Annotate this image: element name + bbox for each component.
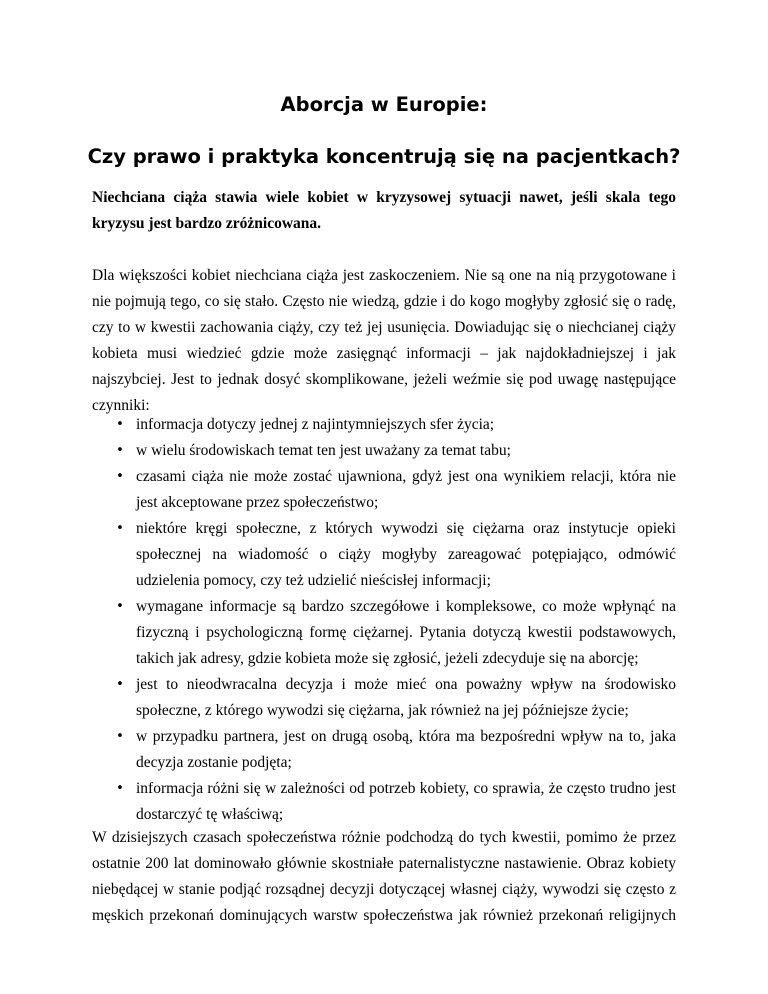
bullet-icon: • [116,599,124,614]
list-item-text: wymagane informacje są bardzo szczegółowe i kompleksowe, co może wpłynąć na fizyczną i psychologiczną formę ciężarnej. Pytania dotyczą kwestii podstawowych, takich jak adresy, gdzie kobieta może się zgłosić, jeżeli zdecyduje się na aborcję; [136,598,676,667]
bullet-icon: • [116,417,124,432]
lead-paragraph: Niechciana ciąża stawia wiele kobiet w kryzysowej sytuacji nawet, jeśli skala tego kryzysu jest bardzo zróżnicowana. [92,189,676,232]
list-item-text: niektóre kręgi społeczne, z których wywodzi się ciężarna oraz instytucje opieki społecznej na wiadomość o ciąży mogłyby zareagować potępiająco, odmówić udzielenia pomocy, czy też udzielić nieścisłej informacji; [136,520,676,589]
list-item-text: informacja różni się w zależności od potrzeb kobiety, co sprawia, że często trudno jest dostarczyć tę właściwą; [136,780,676,823]
bullet-icon: • [116,729,124,744]
factors-list [92,412,676,828]
list-item-text: w wielu środowiskach temat ten jest uważany za temat tabu; [136,442,511,459]
list-item [92,464,676,516]
document-title: Aborcja w Europie: [280,93,488,116]
bullet-icon: • [116,521,124,536]
intro-paragraph: Dla większości kobiet niechciana ciąża jest zaskoczeniem. Nie są one na nią przygotowane i nie pojmują tego, co się stało. Często nie wiedzą, gdzie i do kogo mogłyby zgłosić się o radę, czy to w kwestii zachowania ciąży, czy też jej usunięcia. Dowiadując się o niechcianej ciąży kobieta musi wiedzieć gdzie może zasięgnąć informacji – jak najdokładniejszej i jak najszybciej. Jest to jednak dosyć skomplikowane, jeżeli weźmie się pod uwagę następujące czynniki: [92,267,676,414]
list-item [92,672,676,724]
bullet-icon: • [116,677,124,692]
outro-paragraph: W dzisiejszych czasach społeczeństwa różnie podchodzą do tych kwestii, pomimo że przez ostatnie 200 lat dominowało głównie skostniałe paternalistyczne nastawienie. Obraz kobiety niebędącej w stanie podjąć rozsądnej decyzji dotyczącej własnej ciąży, wywodzi się często z męskich przekonań dominujących warstw społeczeństwa jak również przekonań religijnych [92,829,676,924]
list-item [92,438,676,464]
list-item [92,594,676,672]
list-item [92,516,676,594]
list-item-text: informacja dotyczy jednej z najintymniejszych sfer życia; [136,416,495,433]
list-item [92,776,676,828]
list-item [92,724,676,776]
document-subtitle: Czy prawo i praktyka koncentrują się na pacjentkach? [87,145,681,168]
list-item-text: w przypadku partnera, jest on drugą osobą, która ma bezpośredni wpływ na to, jaka decyzja zostanie podjęta; [136,728,676,771]
bullet-icon: • [116,781,124,796]
list-item-text: jest to nieodwracalna decyzja i może mieć ona poważny wpływ na środowisko społeczne, z którego wywodzi się ciężarna, jak również na jej późniejsze życie; [136,676,676,719]
bullet-icon: • [116,443,124,458]
list-item-text: czasami ciąża nie może zostać ujawniona, gdyż jest ona wynikiem relacji, która nie jest akceptowane przez społeczeństwo; [136,468,676,511]
bullet-icon: • [116,469,124,484]
list-item [92,412,676,438]
